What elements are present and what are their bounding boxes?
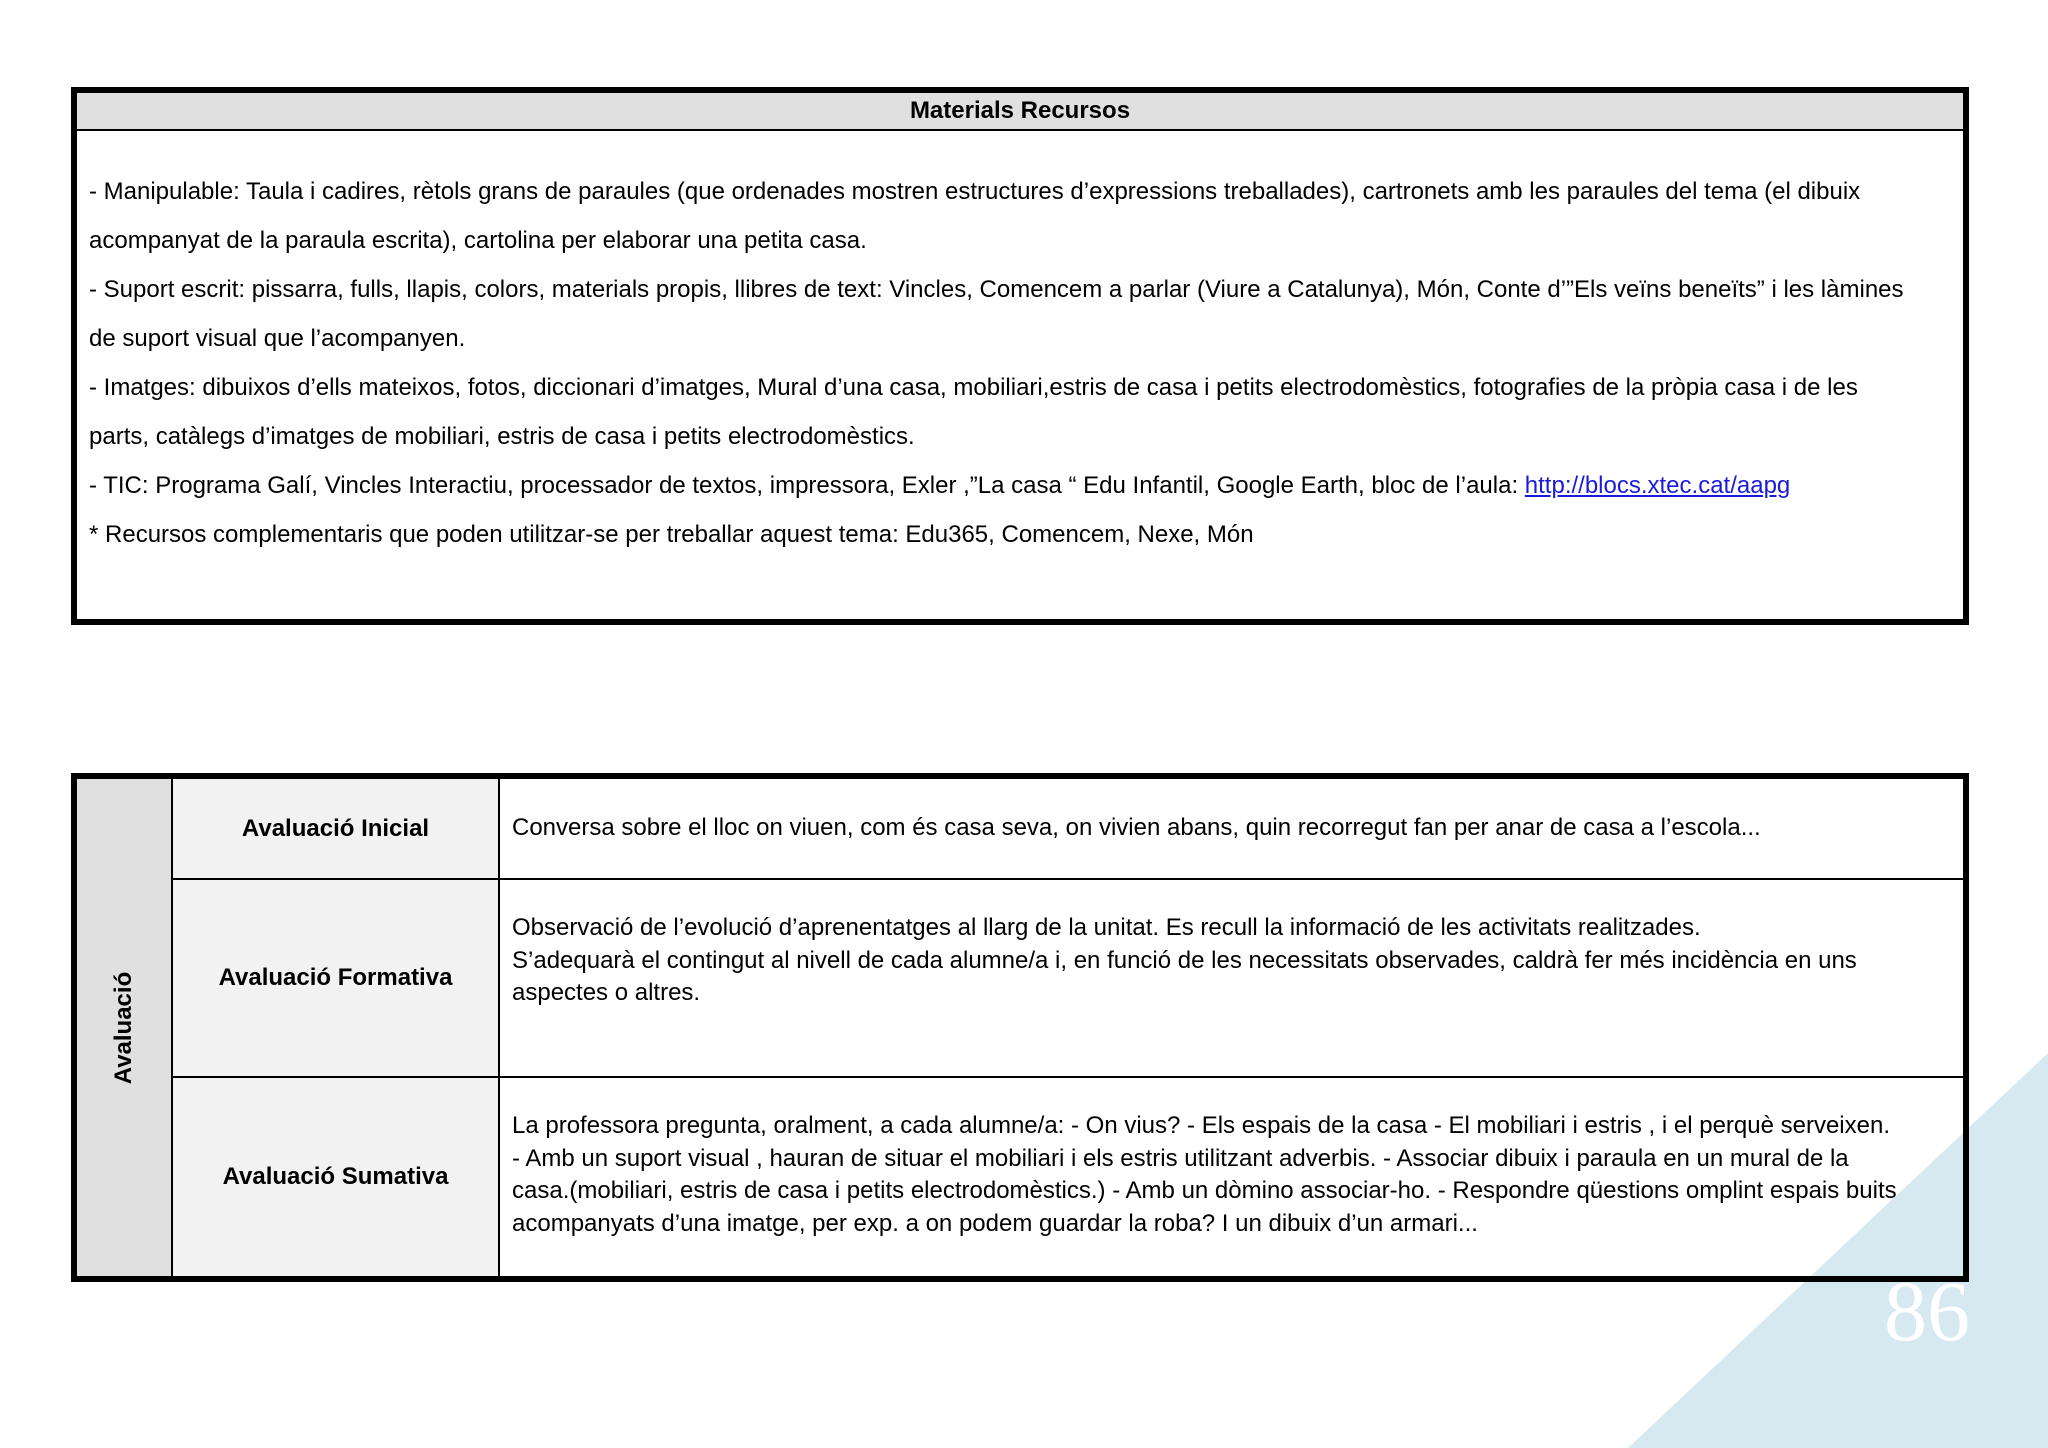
materials-line: acompanyat de la paraula escrita), cartolina per elaborar una petita casa. xyxy=(89,227,867,254)
evaluation-table xyxy=(71,773,1969,1282)
materials-header: Materials Recursos xyxy=(77,93,1963,131)
materials-table xyxy=(71,87,1969,625)
evaluation-name-formative: Avaluació Formativa xyxy=(173,880,500,1076)
evaluation-desc-line: aspectes o altres. xyxy=(512,979,701,1006)
page-number: 86 xyxy=(1884,1263,1970,1359)
materials-complementary: * Recursos complementaris que poden utilitzar-se per treballar aquest tema: Edu365, Comencem, Nexe, Món xyxy=(89,521,1254,548)
evaluation-name-summative: Avaluació Sumativa xyxy=(173,1078,500,1276)
evaluation-desc-line: acompanyats d’una imatge, per exp. a on podem guardar la roba? I un dibuix d’un armari... xyxy=(512,1209,1478,1237)
evaluation-desc-line: La professora pregunta, oralment, a cada alumne/a: - On vius? - Els espais de la casa - El mobiliari i estris , i el perquè serveixen. xyxy=(512,1112,1890,1139)
materials-line: de suport visual que l’acompanyen. xyxy=(89,325,466,352)
evaluation-side-label: Avaluació xyxy=(110,971,137,1084)
evaluation-desc-summative xyxy=(500,1078,1963,1276)
evaluation-desc-line: casa.(mobiliari, estris de casa i petits electrodomèstics.) - Amb un dòmino associar-ho. - Respondre qüestions omplint espais buits xyxy=(512,1177,1897,1204)
evaluation-rows xyxy=(173,779,1963,1276)
materials-line: - Suport escrit: pissarra, fulls, llapis, colors, materials propis, llibres de text: Vincles, Comencem a parlar (Viure a Catalunya), Món, Conte d’”Els veïns beneïts” i les làmines xyxy=(89,276,1904,303)
evaluation-row-summative xyxy=(173,1078,1963,1276)
materials-tic-line xyxy=(89,461,1951,510)
evaluation-desc-line: Conversa sobre el lloc on viuen, com és casa seva, on vivien abans, quin recorregut fan per anar de casa a l’escola... xyxy=(512,814,1761,842)
evaluation-desc-line: - Amb un suport visual , hauran de situar el mobiliari i els estris utilitzant adverbis. - Associar dibuix i paraula en un mural de la xyxy=(512,1144,1849,1172)
evaluation-desc-initial xyxy=(500,779,1963,878)
evaluation-desc-formative xyxy=(500,880,1963,1076)
evaluation-desc-line: S’adequarà el contingut al nivell de cada alumne/a i, en funció de les necessitats observades, caldrà fer més incidència en uns xyxy=(512,946,1857,974)
evaluation-row-formative xyxy=(173,880,1963,1078)
evaluation-name-initial: Avaluació Inicial xyxy=(173,779,500,878)
blog-link[interactable]: http://blocs.xtec.cat/aapg xyxy=(1524,472,1791,499)
evaluation-row-initial xyxy=(173,779,1963,880)
evaluation-side-cell xyxy=(77,779,173,1276)
materials-body xyxy=(77,131,1963,559)
evaluation-desc-line: Observació de l’evolució d’aprenentatges al llarg de la unitat. Es recull la informació de les activitats realitzades. xyxy=(512,914,1701,941)
materials-line: parts, catàlegs d’imatges de mobiliari, estris de casa i petits electrodomèstics. xyxy=(89,423,915,450)
materials-line: - Manipulable: Taula i cadires, rètols grans de paraules (que ordenades mostren estructures d’expressions treballades), cartronets amb les paraules del tema (el dibuix xyxy=(89,178,1861,205)
materials-line: - Imatges: dibuixos d’ells mateixos, fotos, diccionari d’imatges, Mural d’una casa, mobiliari,estris de casa i petits electrodomèstics, fotografies de la pròpia casa i de les xyxy=(89,374,1858,401)
tic-text: - TIC: Programa Galí, Vincles Interactiu, processador de textos, impressora, Exler ,”La casa “ Edu Infantil, Google Earth, bloc de l’aula: xyxy=(89,472,1525,499)
